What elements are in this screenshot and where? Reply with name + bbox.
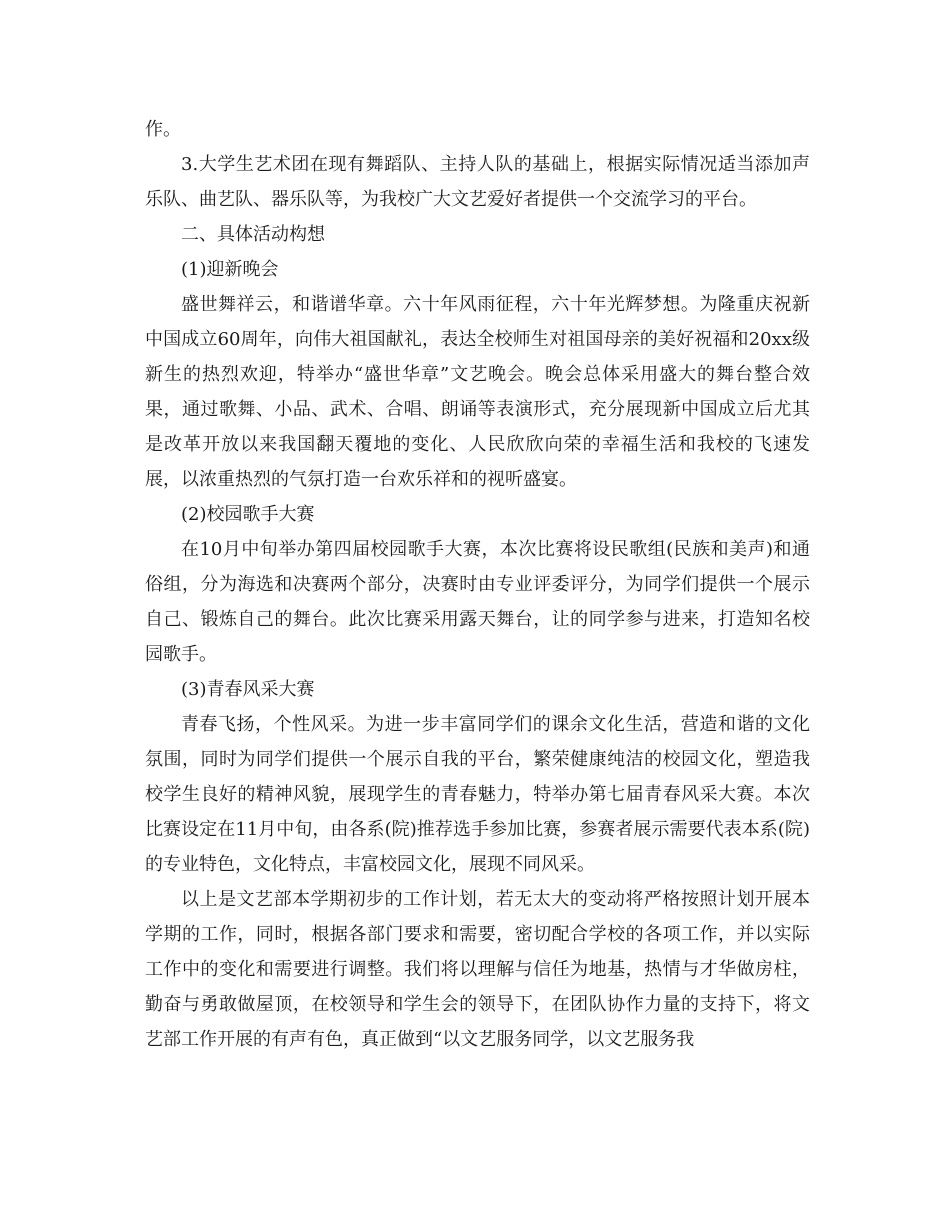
paragraph-summary: 以上是文艺部本学期初步的工作计划，若无太大的变动将严格按照计划开展本学期的工作，同时，根据各部门要求和需要，密切配合学校的各项工作，并以实际工作中的变化和需要进行调整。我们将以理解与信任为地基，热情与才华做房柱，勤奋与勇敢做屋顶，在校领导和学生会的领导下，在团队协作力量的支持下，将文艺部工作开展的有声有色，真正做到“以文艺服务同学，以文艺服务我 [145, 889, 810, 1050]
section-heading-activities: 二、具体活动构想 [181, 224, 325, 245]
subheading-welcome-gala: (1)迎新晚会 [181, 259, 279, 280]
paragraph-singer-contest: 在10月中旬举办第四届校园歌手大赛，本次比赛将设民歌组(民族和美声)和通俗组，分为海选和决赛两个部分，决赛时由专业评委评分，为同学们提供一个展示自己、锻炼自己的舞台。此次比赛采用露天舞台，让的同学参与进来，打造知名校园歌手。 [145, 539, 810, 665]
paragraph-art-troupe: 3.大学生艺术团在现有舞蹈队、主持人队的基础上，根据实际情况适当添加声乐队、曲艺队、器乐队等，为我校广大文艺爱好者提供一个交流学习的平台。 [145, 154, 810, 210]
paragraph-welcome-gala: 盛世舞祥云，和谐谱华章。六十年风雨征程，六十年光辉梦想。为隆重庆祝新中国成立60周年，向伟大祖国献礼，表达全校师生对祖国母亲的美好祝福和20xx级新生的热烈欢迎，特举办“盛世华章”文艺晚会。晚会总体采用盛大的舞台整合效果，通过歌舞、小品、武术、合唱、朗诵等表演形式，充分展现新中国成立后尤其是改革开放以来我国翻天覆地的变化、人民欣欣向荣的幸福生活和我校的飞速发展，以浓重热烈的气氛打造一台欢乐祥和的视听盛宴。 [145, 294, 810, 490]
document-body [145, 112, 810, 1057]
subheading-singer-contest: (2)校园歌手大赛 [181, 504, 315, 525]
subheading-youth-contest: (3)青春风采大赛 [181, 679, 315, 700]
paragraph-youth-contest: 青春飞扬，个性风采。为进一步丰富同学们的课余文化生活，营造和谐的文化氛围，同时为同学们提供一个展示自我的平台，繁荣健康纯洁的校园文化，塑造我校学生良好的精神风貌，展现学生的青春魅力，特举办第七届青春风采大赛。本次比赛设定在11月中旬，由各系(院)推荐选手参加比赛，参赛者展示需要代表本系(院)的专业特色，文化特点，丰富校园文化，展现不同风采。 [145, 714, 810, 875]
paragraph-continuation: 作。 [145, 119, 181, 140]
